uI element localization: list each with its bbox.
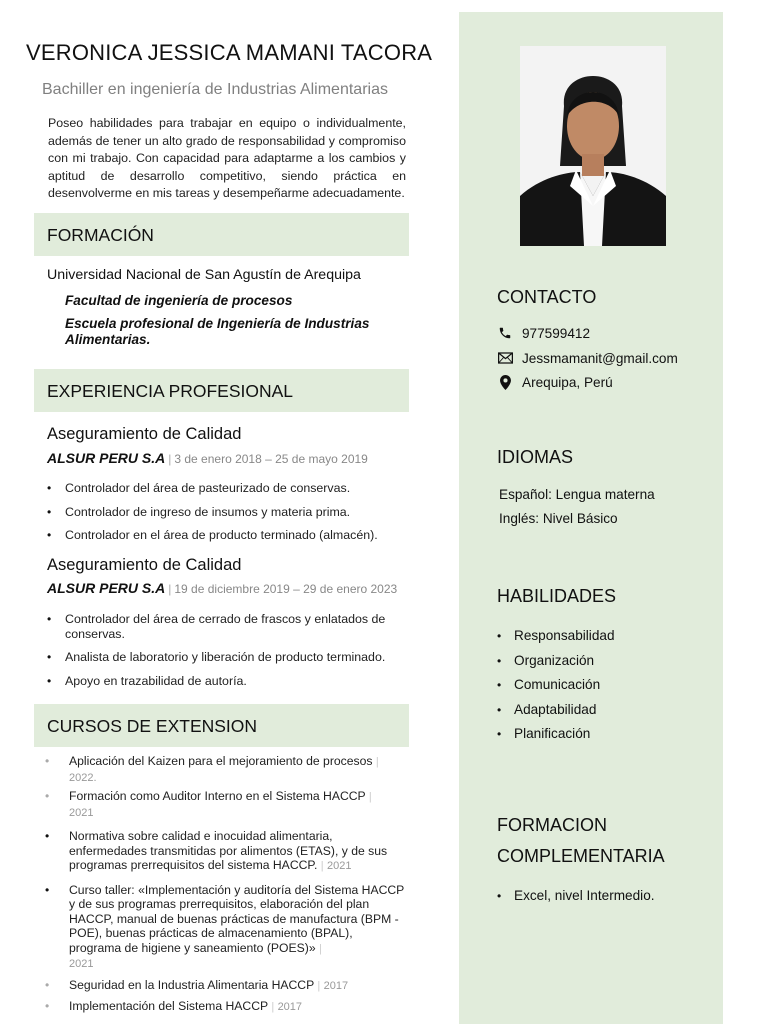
envelope-icon (497, 350, 513, 366)
job-title: Aseguramiento de Calidad (47, 556, 242, 574)
course-year: 2017 (323, 979, 349, 992)
course-year: 2021 (69, 958, 94, 970)
list-item (45, 978, 405, 994)
list-item: • Apoyo en trazabilidad de autoría. (47, 674, 407, 689)
contact-phone (497, 325, 590, 341)
phone-icon (497, 325, 513, 341)
phone-number[interactable]: 977599412 (522, 325, 591, 341)
contact-heading: CONTACTO (497, 287, 597, 307)
separator: | (168, 452, 172, 466)
skills-heading: HABILIDADES (497, 586, 617, 606)
list-item: • Controlador del área de cerrado de frascos y enlatados de conservas. (47, 612, 407, 641)
separator: | (319, 942, 322, 955)
language-item: Inglés: Nivel Básico (499, 511, 618, 526)
list-item: • Excel, nivel Intermedio. (497, 888, 655, 904)
contact-location (497, 374, 613, 390)
section-experiencia (34, 369, 409, 412)
course-year: 2017 (277, 1001, 303, 1013)
course-name: Seguridad en la Industria Alimentaria HACCP (69, 977, 315, 992)
map-pin-icon (497, 374, 513, 390)
university: Universidad Nacional de San Agustín de Arequipa (47, 267, 361, 283)
separator: | (368, 791, 372, 803)
separator: | (317, 979, 321, 992)
separator: | (375, 756, 379, 768)
section-cursos (34, 704, 409, 747)
list-item (45, 754, 405, 785)
list-item: • Comunicación (497, 677, 615, 693)
location-text: Arequipa, Perú (522, 374, 613, 390)
language-item: Español: Lengua materna (499, 487, 655, 502)
course-name: Aplicación del Kaizen para el mejoramiento de procesos (69, 754, 373, 768)
list-item (45, 999, 405, 1015)
complementary-heading (497, 810, 665, 872)
profile-summary: Poseo habilidades para trabajar en equipo o individualmente, además de tener un alto grado de responsabilidad y compromiso con mi trabajo. Con capacidad para adaptarme a los cambios y aptitud de desarrollo competitivo, siendo práctica en desenvolverme en mis tareas y desempeñarme adecuadamente. (48, 116, 406, 200)
course-year: 2021 (327, 860, 352, 872)
section-formacion (34, 213, 409, 256)
contact-email (497, 350, 678, 366)
list-item: • Responsabilidad (497, 628, 615, 644)
languages-heading: IDIOMAS (497, 447, 574, 467)
list-item: • Controlador del área de pasteurizado de conservas. (47, 481, 407, 496)
job-tasks-list (47, 612, 407, 697)
list-item: • Controlador en el área de producto terminado (almacén). (47, 528, 407, 543)
section-heading: FORMACIÓN (47, 225, 154, 245)
list-item: • Controlador de ingreso de insumos y materia prima. (47, 505, 407, 520)
list-item: • Organización (497, 653, 615, 669)
school: Escuela profesional de Ingeniería de Industrias Alimentarias. (65, 316, 370, 347)
job-title: Aseguramiento de Calidad (47, 425, 242, 443)
course-year: 2021 (69, 806, 94, 819)
skills-list (497, 628, 615, 751)
job-company: ALSUR PERU S.A (47, 450, 166, 466)
job-company-line (47, 450, 368, 468)
separator: | (320, 860, 324, 872)
job-company-line (47, 580, 397, 598)
candidate-title: Bachiller en ingeniería de Industrias Alimentarias (42, 81, 388, 98)
course-name: Curso taller: «Implementación y auditoría del Sistema HACCP y de sus programas prerrequisitos, elaboración del plan HACCP, manual de buenas prácticas de manufactura (BPM - POE), buenas prácticas de almacenamiento (BPAL), programa de higiene y saneamiento (POES)» (69, 882, 405, 955)
email-address[interactable]: Jessmamanit@gmail.com (522, 350, 678, 366)
faculty: Facultad de ingeniería de procesos (65, 293, 293, 308)
courses-list (45, 754, 405, 1019)
job-tasks-list (47, 481, 407, 552)
separator: | (168, 582, 172, 596)
complementary-list (497, 888, 655, 913)
list-item: • Adaptabilidad (497, 702, 615, 718)
profile-photo (520, 46, 666, 246)
profile-photo-illustration (520, 46, 666, 246)
list-item: • Analista de laboratorio y liberación de producto terminado. (47, 650, 407, 665)
course-year: 2022. (69, 771, 97, 784)
complementary-heading-line: COMPLEMENTARIA (497, 846, 665, 866)
candidate-name: VERONICA JESSICA MAMANI TACORA (26, 40, 433, 65)
complementary-heading-line: FORMACION (497, 815, 607, 835)
course-name: Normativa sobre calidad e inocuidad alimentaria, enfermedades transmitidas por alimentos (ETAS), y de sus programas prerrequisitos del sistema HACCP. (69, 829, 388, 872)
course-name: Formación como Auditor Interno en el Sistema HACCP (69, 789, 366, 803)
section-heading: EXPERIENCIA PROFESIONAL (47, 381, 294, 401)
job-company: ALSUR PERU S.A (47, 580, 166, 596)
section-heading: CURSOS DE EXTENSION (47, 716, 258, 736)
list-item (45, 789, 405, 820)
course-name: Implementación del Sistema HACCP (69, 999, 268, 1013)
job-dates: 3 de enero 2018 – 25 de mayo 2019 (174, 452, 368, 466)
list-item (45, 829, 405, 874)
separator: | (271, 1001, 275, 1013)
job-dates: 19 de diciembre 2019 – 29 de enero 2023 (174, 582, 398, 596)
list-item (45, 883, 405, 972)
list-item: • Planificación (497, 726, 615, 742)
